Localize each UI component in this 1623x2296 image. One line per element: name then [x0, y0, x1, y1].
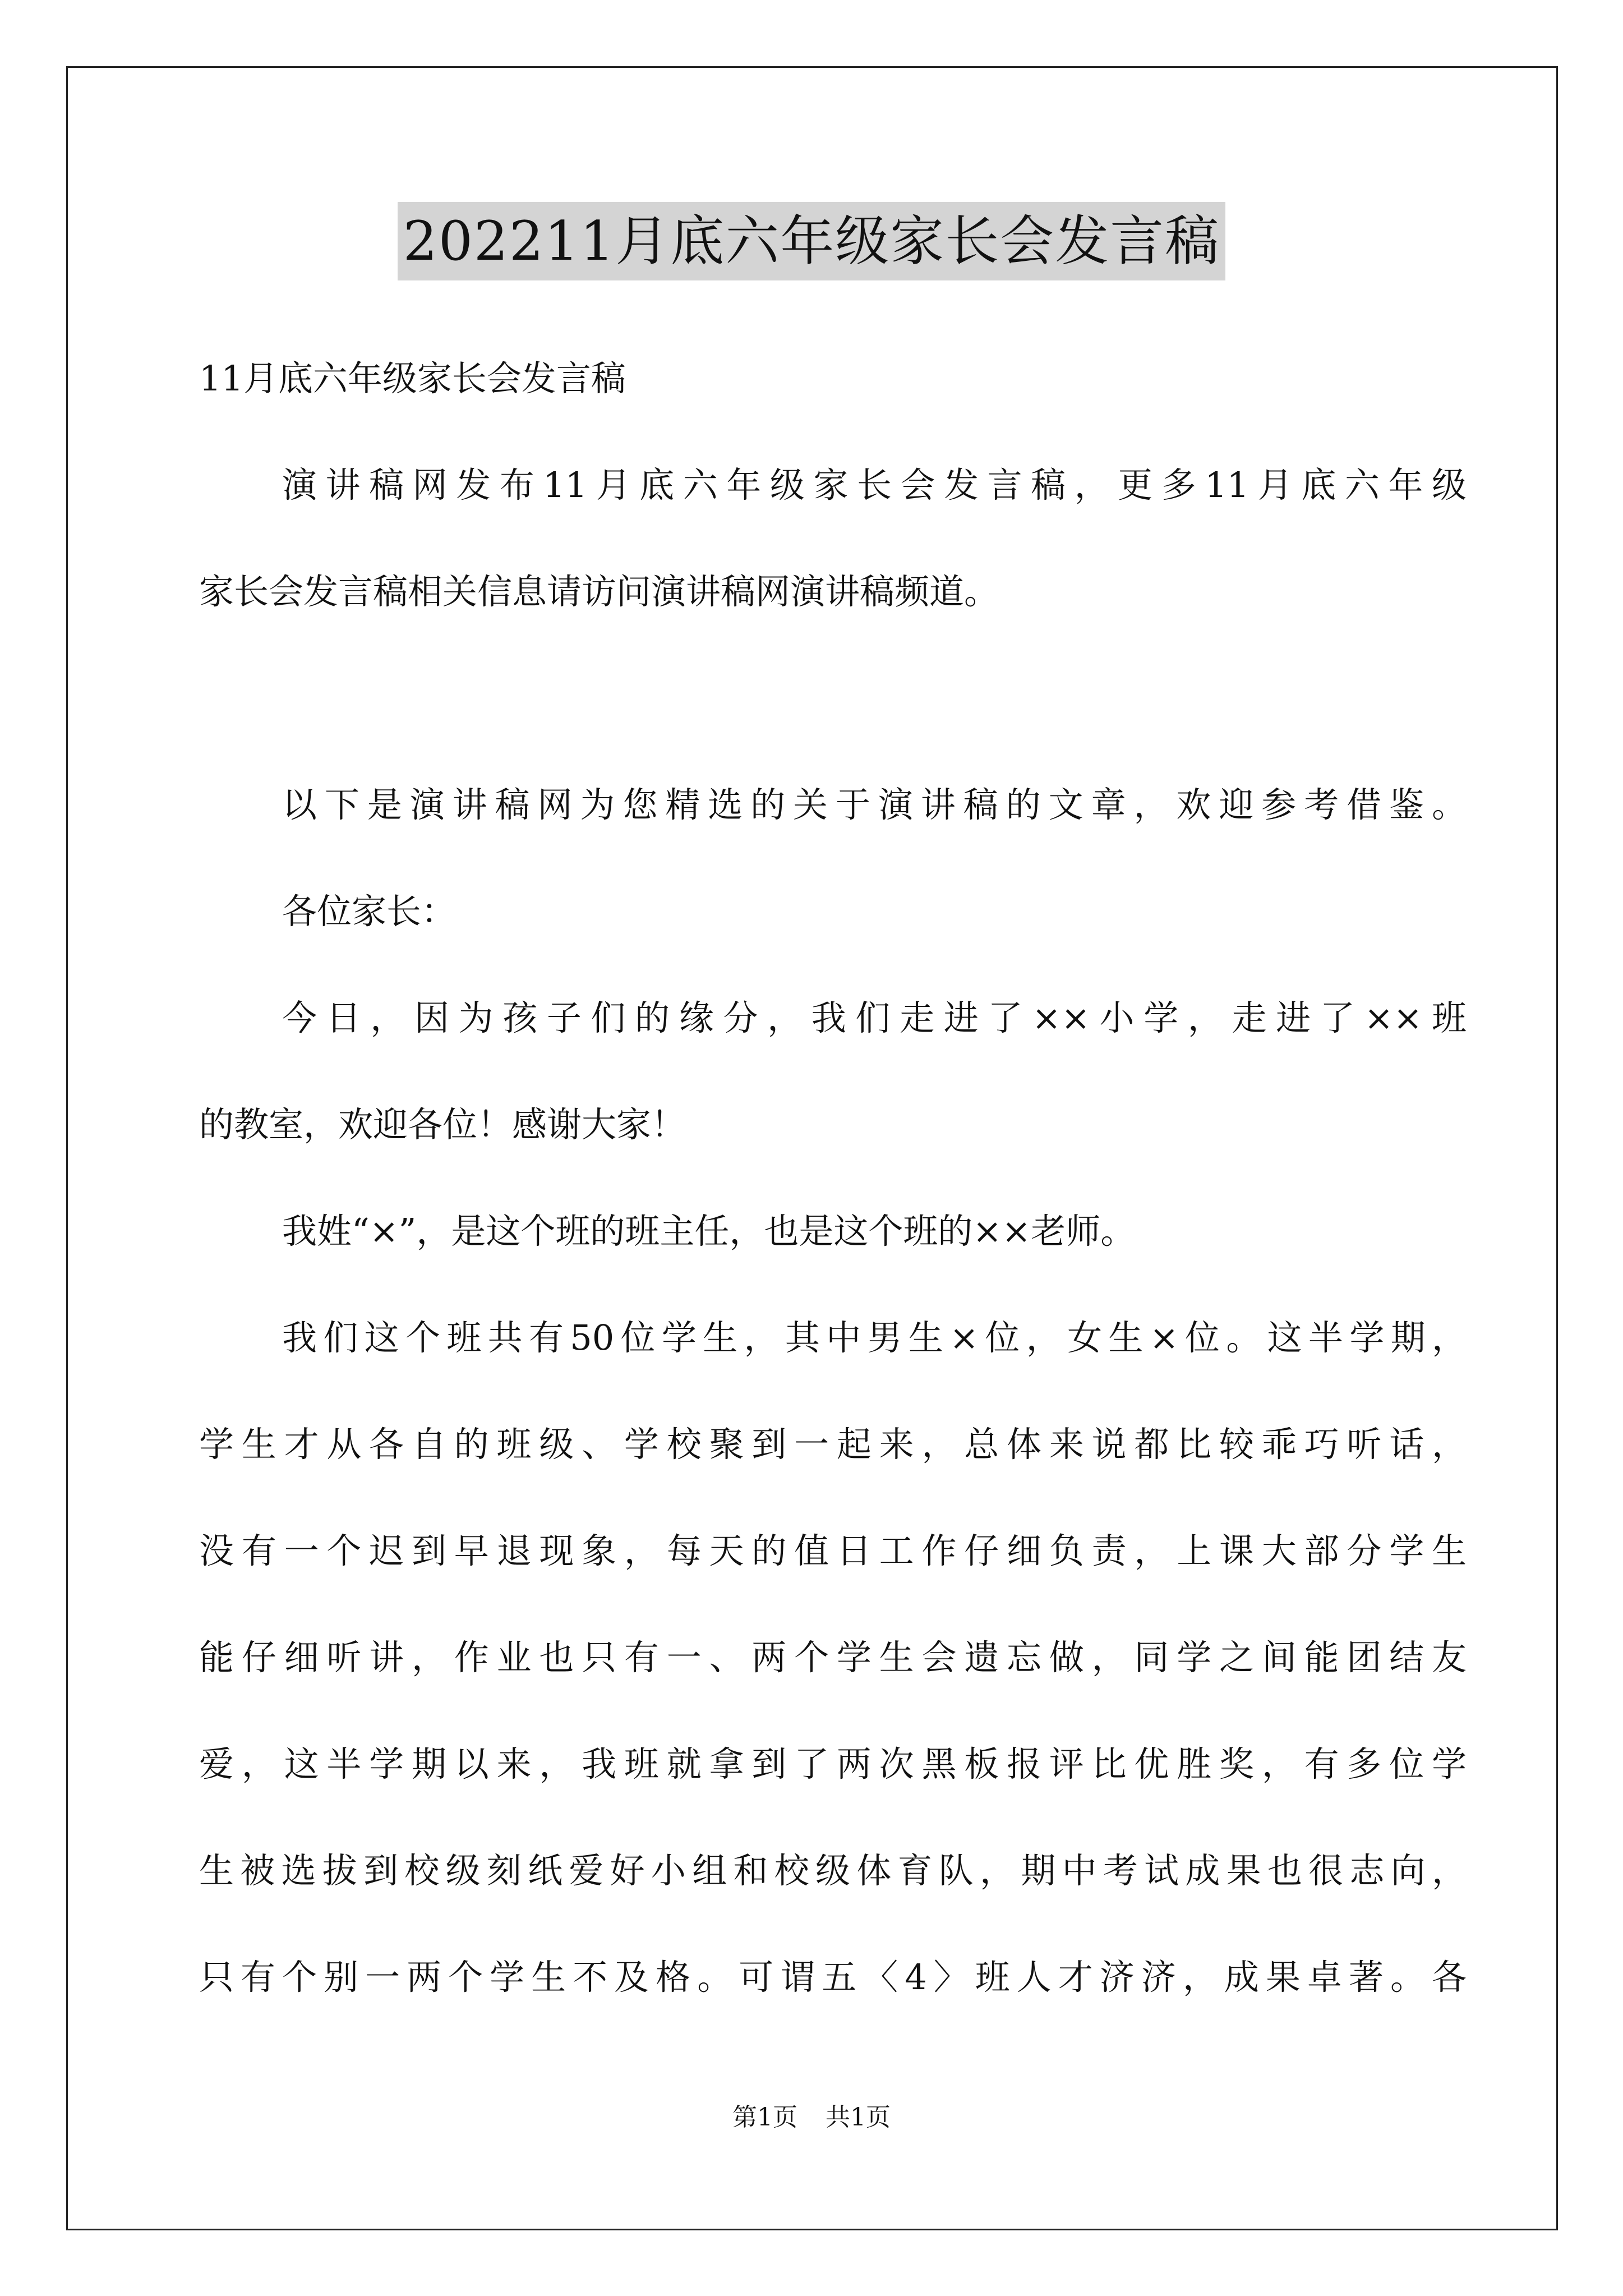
- document-body: [199, 325, 1467, 2031]
- paragraph-line: 我姓“×”，是这个班的班主任，也是这个班的××老师。: [282, 1211, 1136, 1251]
- paragraph-line: 只有个别一两个学生不及格。可谓五〈4〉班人才济济，成果卓著。各: [199, 1957, 1467, 1998]
- page-footer: [0, 2101, 1623, 2134]
- salutation-line: 各位家长：: [282, 891, 457, 932]
- paragraph-line: 学生才从各自的班级、学校聚到一起来，总体来说都比较乖巧听话，: [199, 1424, 1467, 1465]
- paragraph-line: 能仔细听讲，作业也只有一、两个学生会遗忘做，同学之间能团结友: [199, 1637, 1467, 1678]
- paragraph-line: 演讲稿网发布11月底六年级家长会发言稿，更多11月底六年级: [282, 464, 1467, 505]
- page-total: 共1页: [826, 2103, 891, 2132]
- paragraph-line: 以下是演讲稿网为您精选的关于演讲稿的文章，欢迎参考借鉴。: [282, 784, 1467, 825]
- paragraph-line: 爱，这半学期以来，我班就拿到了两次黑板报评比优胜奖，有多位学: [199, 1743, 1467, 1784]
- paragraph-line: 没有一个迟到早退现象，每天的值日工作仔细负责，上课大部分学生: [199, 1530, 1467, 1571]
- document-title: 202211月底六年级家长会发言稿: [398, 202, 1225, 280]
- title-wrap: [0, 202, 1623, 280]
- page-number: 第1页: [732, 2103, 797, 2132]
- blank-line: [199, 645, 1467, 752]
- paragraph-line: 生被选拔到校级刻纸爱好小组和校级体育队，期中考试成果也很志向，: [199, 1850, 1467, 1891]
- paragraph-line: 家长会发言稿相关信息请访问演讲稿网演讲稿频道。: [199, 571, 999, 612]
- paragraph-line: 今日，因为孩子们的缘分，我们走进了××小学，走进了××班: [282, 997, 1467, 1038]
- paragraph-line: 的教室，欢迎各位！感谢大家！: [199, 1104, 686, 1145]
- paragraph-line: 我们这个班共有50位学生，其中男生×位，女生×位。这半学期，: [282, 1317, 1467, 1358]
- subtitle-line: 11月底六年级家长会发言稿: [199, 358, 626, 399]
